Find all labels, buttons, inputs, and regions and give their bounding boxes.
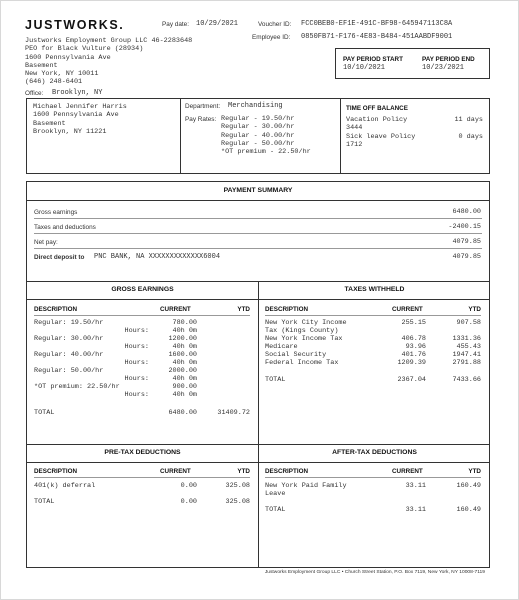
tax-desc: Medicare [265, 343, 298, 351]
direct-deposit-label: Direct deposit to [34, 254, 85, 261]
aftertax-total-label: TOTAL [265, 506, 286, 514]
col-ytd: YTD [468, 306, 481, 313]
earning-hours-label: Hours: [124, 375, 149, 383]
employee-address [33, 103, 127, 136]
pay-date: 10/29/2021 [196, 20, 239, 28]
pay-period-start: 10/10/2021 [343, 64, 386, 72]
col-current: CURRENT [160, 468, 191, 475]
office-label: Office: [25, 90, 44, 97]
taxes-withheld-title: TAXES WITHHELD [344, 286, 405, 293]
payment-summary-title: PAYMENT SUMMARY [223, 187, 293, 194]
col-ytd: YTD [237, 306, 250, 313]
taxes-deductions-label: Taxes and deductions [34, 224, 96, 231]
earning-desc: Regular: 50.00/hr [34, 367, 104, 375]
tax-ytd: 455.43 [456, 343, 481, 351]
pay-rates-label: Pay Rates: [185, 116, 217, 123]
earnings-total-current: 6480.00 [168, 409, 197, 417]
direct-deposit-value: 4079.85 [452, 253, 481, 261]
footer-address: Justworks Employment Group LLC • Church Street Station, P.O. Box 7119, New York, NY 10008-7119 [264, 570, 485, 575]
pretax-total-label: TOTAL [34, 498, 55, 506]
pay-rate: Regular - 50.00/hr [221, 139, 295, 148]
time-off-title: TIME OFF BALANCE [346, 105, 408, 112]
earnings-total-ytd: 31409.72 [217, 409, 250, 417]
pretax-desc: 401(k) deferral [34, 482, 96, 490]
justworks-logo: JUSTWORKS. [25, 18, 125, 32]
aftertax-current: 33.11 [405, 482, 426, 490]
employee-id: 0850FB71-F176-4E83-B484-451AABDF9001 [301, 33, 453, 41]
col-ytd: YTD [468, 468, 481, 475]
tax-current: 401.76 [401, 351, 426, 359]
employee-line: Michael Jennifer Harris [33, 103, 127, 111]
tax-desc: New York Income Tax [265, 335, 343, 343]
earning-hours: 40h 0m [172, 343, 197, 351]
tax-desc: Federal Income Tax [265, 359, 339, 367]
company-line: (646) 248-6401 [25, 78, 83, 87]
earning-hours: 40h 0m [172, 327, 197, 335]
aftertax-total-ytd: 160.49 [456, 506, 481, 514]
pay-period-end: 10/23/2021 [422, 64, 465, 72]
company-line: New York, NY 10011 [25, 70, 99, 79]
col-current: CURRENT [392, 306, 423, 313]
earning-current: 2000.00 [168, 367, 197, 375]
gross-earnings-title: GROSS EARNINGS [111, 286, 174, 293]
pay-date-label: Pay date: [162, 21, 190, 28]
direct-deposit-account: PNC BANK, NA XXXXXXXXXXXXX6004 [94, 253, 221, 261]
earning-hours-label: Hours: [124, 359, 149, 367]
earning-desc: *OT premium: 22.50/hr [34, 383, 120, 391]
pay-rate: *OT premium - 22.50/hr [221, 148, 311, 157]
time-off-policy: Sick leave Policy 1712 [346, 133, 416, 150]
net-pay-label: Net pay: [34, 239, 58, 246]
col-current: CURRENT [160, 306, 191, 313]
pay-period-box [335, 48, 490, 79]
gross-earnings-value: 6480.00 [452, 208, 481, 216]
earning-hours-label: Hours: [124, 391, 149, 399]
earning-desc: Regular: 30.00/hr [34, 335, 104, 343]
earning-current: 1600.00 [168, 351, 197, 359]
tax-current: 406.78 [401, 335, 426, 343]
company-line: Justworks Employment Group LLC 46-2283648 [25, 37, 193, 45]
net-pay-value: 4079.85 [452, 238, 481, 246]
earning-current: 900.00 [172, 383, 197, 391]
tax-desc: Social Security [265, 351, 327, 359]
pay-period-end-label: PAY PERIOD END [422, 56, 475, 63]
employee-line: Brooklyn, NY 11221 [33, 127, 107, 136]
tax-ytd: 1331.36 [452, 335, 481, 343]
time-off-value: 11 days [454, 116, 483, 124]
col-description: DESCRIPTION [265, 468, 309, 475]
aftertax-desc: New York Paid Family [265, 482, 347, 490]
col-current: CURRENT [392, 468, 423, 475]
pretax-title: PRE-TAX DEDUCTIONS [104, 449, 181, 456]
pay-period-start-label: PAY PERIOD START [343, 56, 403, 63]
col-description: DESCRIPTION [265, 306, 309, 313]
earnings-total-label: TOTAL [34, 409, 55, 417]
tax-current: 93.96 [405, 343, 426, 351]
earning-hours: 40h 0m [172, 391, 197, 399]
company-address [25, 37, 192, 87]
pretax-ytd: 325.08 [225, 482, 250, 490]
voucher-id-label: Voucher ID: [258, 21, 292, 28]
pretax-total-ytd: 325.08 [225, 498, 250, 506]
tax-ytd: 2791.88 [452, 359, 481, 367]
aftertax-desc: Leave [265, 490, 286, 498]
main-table-box [26, 181, 490, 568]
tax-desc: New York City Income [265, 319, 347, 327]
tax-ytd: 907.58 [456, 319, 481, 327]
time-off-value: 0 days [458, 133, 483, 141]
col-description: DESCRIPTION [34, 306, 78, 313]
employee-info-box [26, 98, 490, 174]
earning-desc: Regular: 40.00/hr [34, 351, 104, 359]
col-description: DESCRIPTION [34, 468, 78, 475]
pay-rate: Regular - 40.00/hr [221, 131, 295, 140]
pretax-total-current: 0.00 [180, 498, 197, 506]
aftertax-title: AFTER-TAX DEDUCTIONS [332, 449, 417, 456]
pretax-current: 0.00 [180, 482, 197, 490]
taxes-total-current: 2367.04 [397, 376, 426, 384]
earning-current: 780.00 [172, 319, 197, 327]
employee-line: 1600 Pennsylvania Ave [33, 111, 119, 120]
tax-current: 1209.39 [397, 359, 426, 367]
earning-hours: 40h 0m [172, 359, 197, 367]
time-off-policy: Vacation Policy 3444 [346, 116, 408, 133]
earning-hours: 40h 0m [172, 375, 197, 383]
voucher-id: FCC0BEB0-EF1E-491C-BF98-645947113C8A [301, 20, 453, 28]
tax-current: 255.15 [401, 319, 426, 327]
taxes-total-label: TOTAL [265, 376, 286, 384]
company-line: PEO for Black Vulture (28934) [25, 45, 144, 54]
pay-rate: Regular - 30.00/hr [221, 123, 295, 132]
earning-desc: Regular: 19.50/hr [34, 319, 104, 327]
taxes-total-ytd: 7433.66 [452, 376, 481, 384]
department-label: Department: [185, 103, 221, 110]
col-ytd: YTD [237, 468, 250, 475]
aftertax-ytd: 160.49 [456, 482, 481, 490]
department: Merchandising [228, 102, 283, 110]
gross-earnings-label: Gross earnings [34, 209, 78, 216]
tax-desc: Tax (Kings County) [265, 327, 339, 335]
earning-current: 1200.00 [168, 335, 197, 343]
employee-line: Basement [33, 119, 66, 128]
office: Brooklyn, NY [52, 89, 103, 97]
employee-id-label: Employee ID: [252, 34, 291, 41]
tax-ytd: 1947.41 [452, 351, 481, 359]
earning-hours-label: Hours: [124, 327, 149, 335]
company-line: 1600 Pennsylvania Ave [25, 53, 111, 62]
pay-rate: Regular - 19.50/hr [221, 115, 295, 123]
earning-hours-label: Hours: [124, 343, 149, 351]
company-line: Basement [25, 61, 58, 70]
pay-rates-list [221, 115, 311, 156]
aftertax-total-current: 33.11 [405, 506, 426, 514]
taxes-deductions-value: -2400.15 [448, 223, 481, 231]
